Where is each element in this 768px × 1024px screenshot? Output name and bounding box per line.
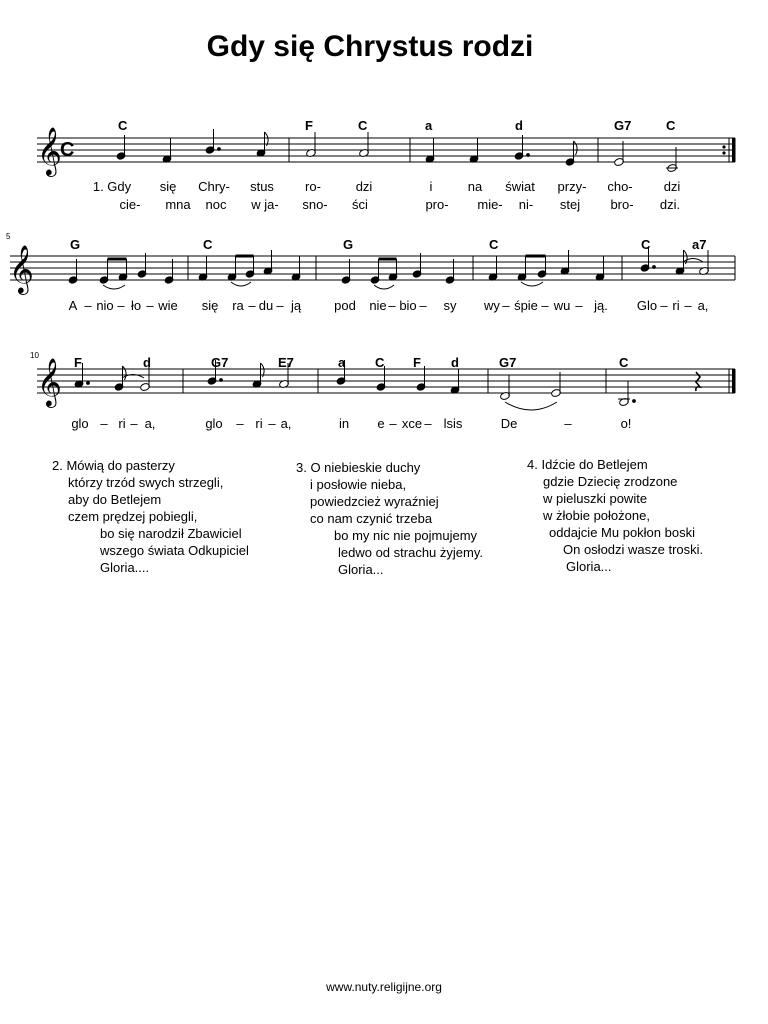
lyric-syllable: mie- <box>477 197 503 212</box>
verse-line: 3. O niebieskie duchy <box>296 460 421 475</box>
lyric-syllable: ri <box>255 416 263 431</box>
verse-line: gdzie Dziecię zrodzone <box>543 474 678 489</box>
lyric-syllable: sno- <box>302 197 328 212</box>
lyric-syllable: cie- <box>119 197 141 212</box>
treble-clef-icon: 𝄞 <box>9 245 34 292</box>
lyric-syllable: – <box>660 298 668 313</box>
lyric-syllable: ło <box>130 298 142 313</box>
lyrics-system-1-line-2 <box>120 197 681 212</box>
common-time-signature: C <box>60 139 75 161</box>
staff-lines <box>37 138 735 162</box>
verse-line: którzy trzód swych strzegli, <box>68 475 224 490</box>
lyric-syllable: – <box>684 298 692 313</box>
verse-line: aby do Betlejem <box>68 492 162 507</box>
notes <box>116 129 678 173</box>
chord-symbol: F <box>74 355 82 370</box>
lyric-syllable: glo <box>71 416 89 431</box>
final-barline <box>732 369 736 393</box>
chord-symbol: F <box>305 118 313 133</box>
lyric-syllable: w ja- <box>251 197 279 212</box>
lyric-syllable: pro- <box>425 197 449 212</box>
lyric-syllable: – <box>130 416 138 431</box>
lyric-syllable: i <box>429 179 433 194</box>
lyric-syllable: – <box>100 416 108 431</box>
verse-2 <box>52 457 249 576</box>
chord-symbol: d <box>143 355 151 370</box>
lyric-syllable: e <box>377 416 385 431</box>
chord-symbol: G7 <box>211 355 229 370</box>
chord-symbols-system-1 <box>118 118 676 133</box>
lyric-syllable: o! <box>620 416 632 431</box>
verse-line: ledwo od strachu żyjemy. <box>338 545 483 560</box>
lyric-syllable: cho- <box>607 179 633 194</box>
lyrics-system-3 <box>71 416 631 431</box>
verse-line: i posłowie nieba, <box>310 477 407 492</box>
lyric-syllable: glo <box>205 416 223 431</box>
lyric-syllable: – <box>276 298 284 313</box>
verse-line: Gloria... <box>338 562 384 577</box>
lyric-syllable: – <box>541 298 549 313</box>
lyric-syllable: nio <box>96 298 114 313</box>
lyric-syllable: ro- <box>305 179 321 194</box>
chord-symbol: G7 <box>499 355 517 370</box>
lyric-syllable: bro- <box>610 197 634 212</box>
lyric-syllable: lsis <box>443 416 463 431</box>
lyric-syllable: wie <box>158 298 178 313</box>
verse-line: wszego świata Odkupiciel <box>100 543 249 558</box>
lyric-syllable: dzi <box>355 179 373 194</box>
verse-line: Gloria.... <box>100 560 150 575</box>
lyric-syllable: in <box>338 416 350 431</box>
song-title: Gdy się Chrystus rodzi <box>206 30 534 63</box>
chord-symbols-system-3 <box>74 355 629 370</box>
verse-line: co nam czynić trzeba <box>310 511 433 526</box>
lyric-syllable: – <box>419 298 427 313</box>
lyric-syllable: A <box>68 298 78 313</box>
music-score <box>0 0 768 460</box>
chord-symbol: F <box>413 355 421 370</box>
measure-number: 10 <box>30 351 39 360</box>
lyric-syllable: – <box>502 298 510 313</box>
verse-line: Gloria... <box>566 559 612 574</box>
chord-symbol: G7 <box>614 118 632 133</box>
lyric-syllable: się <box>159 179 177 194</box>
chord-symbol: a <box>338 355 346 370</box>
chord-symbol: C <box>118 118 128 133</box>
verse-line: w pieluszki powite <box>543 491 648 506</box>
lyric-syllable: ją. <box>594 298 608 313</box>
verse-line: On osłodzi wasze troski. <box>563 542 704 557</box>
lyric-syllable: – <box>388 298 396 313</box>
lyrics-system-1-line-1 <box>93 179 681 194</box>
staff-system-1 <box>37 127 736 177</box>
staff-system-2 <box>9 245 735 295</box>
lyric-syllable: stus <box>250 179 274 194</box>
lyric-syllable: du <box>258 298 274 313</box>
chord-symbols-system-2 <box>70 237 706 252</box>
verse-line: czem prędzej pobiegli, <box>68 509 198 524</box>
chord-symbol: G <box>70 237 81 252</box>
lyric-syllable: 1. Gdy <box>92 179 132 194</box>
lyric-syllable: mna <box>165 197 191 212</box>
footer-url: www.nuty.religijne.org <box>326 980 442 994</box>
lyric-syllable: dzi. <box>659 197 681 212</box>
verse-line: oddajcie Mu pokłon boski <box>549 525 695 540</box>
lyric-syllable: – <box>268 416 276 431</box>
lyric-syllable: – <box>146 298 154 313</box>
lyric-syllable: – <box>236 416 244 431</box>
lyric-syllable: – <box>564 416 572 431</box>
lyric-syllable: stej <box>559 197 581 212</box>
chord-symbol: d <box>515 118 523 133</box>
verse-line: powiedzcież wyraźniej <box>310 494 439 509</box>
lyric-syllable: się <box>201 298 219 313</box>
chord-symbol: d <box>451 355 459 370</box>
verse-line: 2. Mówią do pasterzy <box>52 458 175 473</box>
final-repeat-barline <box>732 138 736 162</box>
lyric-syllable: ri <box>118 416 126 431</box>
chord-symbol: C <box>641 237 651 252</box>
lyric-syllable: – <box>117 298 125 313</box>
lyrics-system-2 <box>69 298 709 313</box>
chord-symbol: C <box>358 118 368 133</box>
lyric-syllable: ri <box>672 298 680 313</box>
measure-number: 5 <box>6 232 11 241</box>
chord-symbol: C <box>489 237 499 252</box>
chord-symbol: G <box>343 237 354 252</box>
lyric-syllable: xce <box>401 416 423 431</box>
lyric-syllable: a, <box>280 416 292 431</box>
lyric-syllable: – <box>575 298 583 313</box>
lyric-syllable: – <box>248 298 256 313</box>
verse-4 <box>527 456 703 575</box>
staff-system-3 <box>37 358 736 410</box>
lyric-syllable: świat <box>505 179 535 194</box>
lyric-syllable: – <box>84 298 92 313</box>
verse-line: bo się narodził Zbawiciel <box>100 526 242 541</box>
lyric-syllable: dzi <box>663 179 681 194</box>
lyric-syllable: De <box>500 416 518 431</box>
chord-symbol: C <box>619 355 629 370</box>
lyric-syllable: na <box>467 179 483 194</box>
lyric-syllable: noc <box>205 197 227 212</box>
lyric-syllable: przy- <box>557 179 587 194</box>
verse-line: w żłobie położone, <box>543 508 650 523</box>
lyric-syllable: ją <box>290 298 302 313</box>
lyric-syllable: – <box>389 416 397 431</box>
chord-symbol: C <box>375 355 385 370</box>
treble-clef-icon: 𝄞 <box>37 127 62 174</box>
lyric-syllable: nie <box>369 298 387 313</box>
lyric-syllable: pod <box>334 298 356 313</box>
lyric-syllable: a, <box>144 416 156 431</box>
chord-symbol: a <box>425 118 433 133</box>
lyric-syllable: a, <box>697 298 709 313</box>
chord-symbol: C <box>203 237 213 252</box>
lyric-syllable: wu <box>553 298 571 313</box>
lyric-syllable: Glo <box>636 298 658 313</box>
chord-symbol: C <box>666 118 676 133</box>
verse-line: 4. Idźcie do Betlejem <box>527 457 648 472</box>
lyric-syllable: ni- <box>518 197 534 212</box>
verse-line: bo my nic nie pojmujemy <box>334 528 478 543</box>
lyric-syllable: Chry- <box>198 179 230 194</box>
treble-clef-icon: 𝄞 <box>37 358 62 405</box>
lyric-syllable: bio <box>399 298 417 313</box>
lyric-syllable: śpie <box>514 298 538 313</box>
lyric-syllable: sy <box>443 298 457 313</box>
lyric-syllable: ści <box>352 197 368 212</box>
lyric-syllable: wy <box>484 298 500 313</box>
chord-symbol: E7 <box>278 355 294 370</box>
lyric-syllable: ra <box>232 298 244 313</box>
verse-3 <box>296 459 483 578</box>
lyric-syllable: – <box>424 416 432 431</box>
chord-symbol: a7 <box>692 237 707 252</box>
